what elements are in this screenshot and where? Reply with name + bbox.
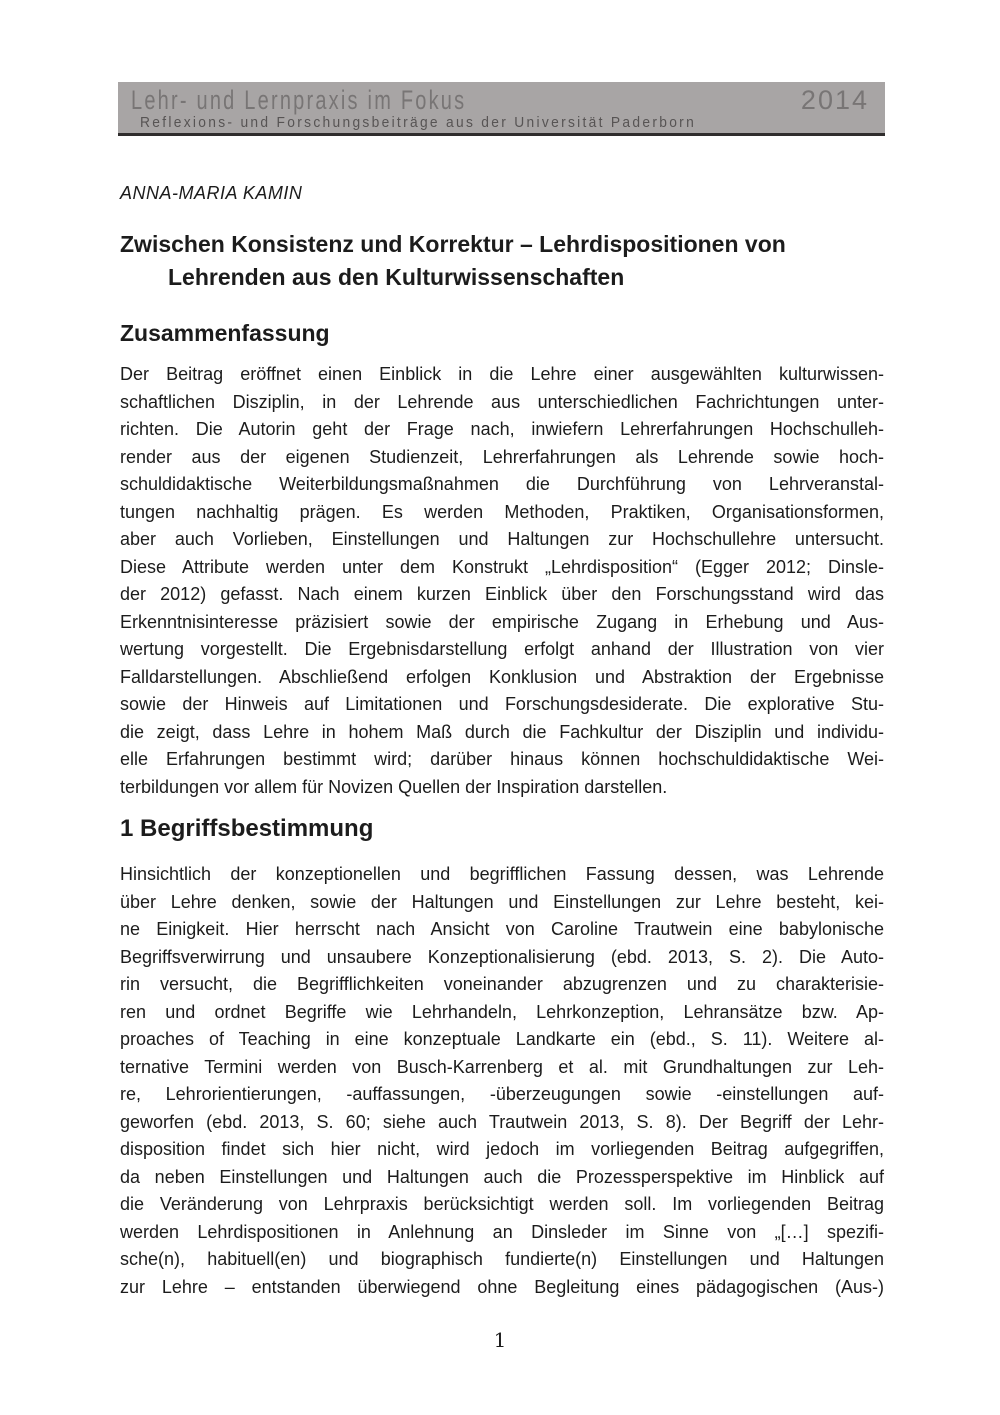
text-line: re, Lehrorientierungen, -auffassungen, -überzeugungen sowie -einstellungen auf- <box>120 1084 884 1104</box>
article-title-line2: Lehrenden aus den Kulturwissenschaften <box>168 264 625 290</box>
page-number: 1 <box>493 1328 507 1352</box>
text-line: disposition findet sich hier nicht, wird jedoch im vorliegenden Beitrag aufgegriffen, <box>120 1139 884 1159</box>
text-line: ternative Termini werden von Busch-Karrenberg et al. mit Grundhaltungen zur Leh- <box>120 1056 884 1077</box>
text-line: render aus der eigenen Studienzeit, Lehrerfahrungen als Lehrende sowie hoch- <box>120 446 884 467</box>
text-line: da neben Einstellungen und Haltungen auch die Prozessperspektive im Hinblick auf <box>120 1166 884 1187</box>
text-line: terbildungen vor allem für Novizen Quellen der Inspiration darstellen. <box>120 776 668 797</box>
section-1-heading: 1 Begriffsbestimmung <box>120 815 374 842</box>
text-line: Falldarstellungen. Abschließend erfolgen Konklusion und Abstraktion der Ergebnisse <box>120 666 884 687</box>
text-line: über Lehre denken, sowie der Haltungen und Einstellungen zur Lehre besteht, kei- <box>120 891 884 912</box>
text-line: elle Erfahrungen bestimmt wird; darüber hinaus können hochschuldidaktische Wei- <box>120 749 884 769</box>
text-line: zur Lehre – entstanden überwiegend ohne Begleitung eines pädagogischen (Aus-) <box>120 1276 884 1297</box>
text-line: die Veränderung von Lehrpraxis berücksichtigt werden soll. Im vorliegenden Beitrag <box>120 1194 884 1214</box>
text-line: die zeigt, dass Lehre in hohem Maß durch die Fachkultur der Disziplin und individu- <box>120 721 884 742</box>
text-line: Diese Attribute werden unter dem Konstrukt „Lehrdisposition“ (Egger 2012; Dinsle- <box>120 556 884 577</box>
text-line: proaches of Teaching in eine konzeptuale Landkarte ein (ebd., S. 11). Weitere al- <box>120 1029 884 1049</box>
abstract-text <box>120 361 884 801</box>
text-line: sowie der Hinweis auf Limitationen und Forschungsdesiderate. Die explorative Stu- <box>120 694 884 714</box>
abstract-heading: Zusammenfassung <box>120 320 330 346</box>
series-title: Lehr- und Lernpraxis im Fokus <box>131 85 467 115</box>
text-line: richten. Die Autorin geht der Frage nach, inwiefern Lehrerfahrungen Hochschulleh- <box>120 419 884 439</box>
text-line: Begriffsverwirrung und unsaubere Konzeptionalisierung (ebd. 2013, S. 2). Die Auto- <box>120 946 884 967</box>
section-1-text <box>120 861 884 1301</box>
text-line: geworfen (ebd. 2013, S. 60; siehe auch Trautwein 2013, S. 8). Der Begriff der Lehr- <box>120 1111 884 1132</box>
text-line: Der Beitrag eröffnet einen Einblick in die Lehre einer ausgewählten kulturwissen- <box>120 364 884 384</box>
text-line: schaftlichen Disziplin, in der Lehrende aus unterschiedlichen Fachrichtungen unter- <box>120 391 884 412</box>
article-title-line1: Zwischen Konsistenz und Korrektur – Lehrdispositionen von <box>120 231 786 257</box>
article-title <box>120 228 895 294</box>
text-line: werden Lehrdispositionen in Anlehnung an Dinsleder im Sinne von „[…] spezifi- <box>120 1221 884 1242</box>
series-subtitle: Reflexions- und Forschungsbeiträge aus der Universität Paderborn <box>140 114 697 131</box>
text-line: Erkenntnisinteresse präzisiert sowie der empirische Zugang in Erhebung und Aus- <box>120 611 884 632</box>
text-line: wertung vorgestellt. Die Ergebnisdarstellung erfolgt anhand der Illustration von vier <box>120 639 884 659</box>
author-name: ANNA-MARIA KAMIN <box>120 183 303 203</box>
text-line: schuldidaktische Weiterbildungsmaßnahmen die Durchführung von Lehrveranstal- <box>120 474 884 494</box>
text-line: aber auch Vorlieben, Einstellungen und Haltungen zur Hochschullehre untersucht. <box>120 529 884 549</box>
series-year: 2014 <box>800 85 869 115</box>
text-line: Hinsichtlich der konzeptionellen und begrifflichen Fassung dessen, was Lehrende <box>120 864 884 884</box>
text-line: sche(n), habituell(en) und biographisch fundierte(n) Einstellungen und Haltungen <box>120 1249 884 1269</box>
text-line: rin versucht, die Begrifflichkeiten voneinander abzugrenzen und zu charakterisie- <box>120 974 884 994</box>
text-line: ren und ordnet Begriffe wie Lehrhandeln, Lehrkonzeption, Lehransätze bzw. Ap- <box>120 1001 884 1022</box>
text-line: tungen nachhaltig prägen. Es werden Methoden, Praktiken, Organisationsformen, <box>120 501 884 522</box>
text-line: der 2012) gefasst. Nach einem kurzen Einblick über den Forschungsstand wird das <box>120 584 884 604</box>
text-line: ne Einigkeit. Hier herrscht nach Ansicht von Caroline Trautwein eine babylonische <box>120 919 884 939</box>
series-banner <box>118 82 885 136</box>
